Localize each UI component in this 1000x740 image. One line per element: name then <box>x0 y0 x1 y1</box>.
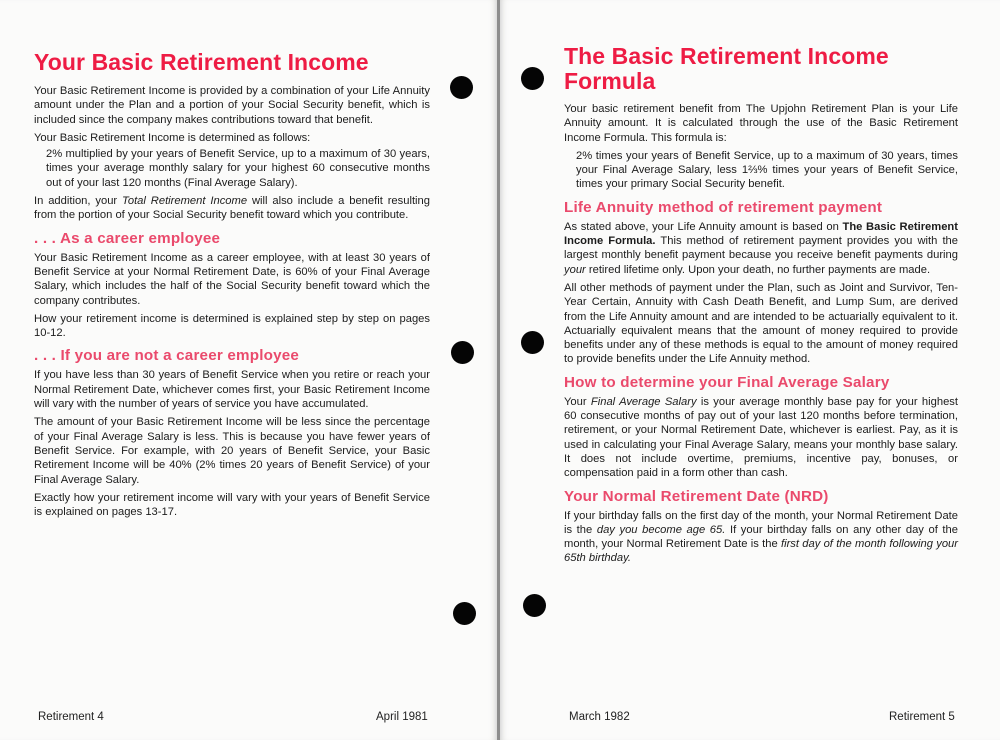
fas-emphasis: Final Average Salary <box>590 395 697 408</box>
intro-paragraph: Your Basic Retirement Income is provided by a combination of your Life Annuity amount under the Plan and a portion of your Social Security benefit, which is included since the company makes contributions toward that benefit. <box>34 85 430 126</box>
formula-name-bold: The Basic Retirement Income Formula. <box>564 220 958 248</box>
non-career-employee-heading: . . . If you are not a career employee <box>34 347 300 365</box>
binder-hole <box>521 67 544 90</box>
non-career-paragraph-1: If you have less than 30 years of Benefit Service when you retire or reach your Normal Retirement Date, whichever comes first, your Basic Retirement Income will vary with the number of years of service you have accumulated. <box>34 369 430 411</box>
life-p1-pre: As stated above, your Life Annuity amount is based on <box>564 220 843 233</box>
right-formula-paragraph: 2% times your years of Benefit Service, up to a maximum of 30 years, times your Final Average Salary, less 1⅔% times your years of Benefit Service, times your primary Social Security benefit. <box>576 149 958 191</box>
right-column <box>564 44 958 570</box>
life-annuity-heading: Life Annuity method of retirement payment <box>564 198 883 216</box>
right-title-line-1: The Basic Retirement Income <box>564 43 889 69</box>
life-p1-post: retired lifetime only. Upon your death, no further payments are made. <box>585 263 931 276</box>
formula-paragraph: 2% multiplied by your years of Benefit Service, up to a maximum of 30 years, times your average monthly salary for your highest 60 consecutive months out of your last 120 months (Final Average Salary). <box>46 148 430 189</box>
life-annuity-paragraph-2: All other methods of payment under the Plan, such as Joint and Survivor, Ten-Year Certain, Annuity with Cash Death Benefit, and Lump Sum, are derived from the Life Annuity amount and are intended to be actuarially equivalent to it. Actuarially equivalent means that the amount of money required to provide benefits under any of these methods is equal to the amount of money required to provide benefits under the Life Annuity method. <box>564 281 958 366</box>
normal-retirement-date-heading: Your Normal Retirement Date (NRD) <box>564 487 829 505</box>
nrd-emphasis-1: day you become age 65. <box>596 523 726 536</box>
addition-paragraph <box>34 194 430 223</box>
total-retirement-income-emphasis: Total Retirement Income <box>122 195 248 208</box>
binder-hole <box>451 341 474 364</box>
final-average-salary-paragraph <box>564 395 958 481</box>
binder-hole <box>523 594 546 617</box>
left-page-footer-label: Retirement 4 <box>38 711 104 723</box>
career-paragraph-2: How your retirement income is determined is explained step by step on pages 10-12. <box>34 312 430 340</box>
binder-hole <box>450 76 473 99</box>
addition-pre: In addition, your <box>34 195 123 208</box>
left-page-footer-date: April 1981 <box>376 711 428 723</box>
final-average-salary-heading: How to determine your Final Average Salary <box>564 373 890 391</box>
binder-hole <box>521 331 544 354</box>
binder-hole <box>453 602 476 625</box>
determined-lead: Your Basic Retirement Income is determined as follows: <box>34 131 311 144</box>
right-page-title <box>564 44 958 94</box>
right-intro-paragraph: Your basic retirement benefit from The Upjohn Retirement Plan is your Life Annuity amount. It is calculated through the use of the Basic Retirement Income Formula. This formula is: <box>564 103 958 144</box>
right-page <box>500 0 1000 740</box>
nrd-emphasis-2: first day of the month following your 65th birthday. <box>564 538 958 565</box>
career-employee-heading: . . . As a career employee <box>34 229 221 247</box>
left-page-title: Your Basic Retirement Income <box>34 49 369 75</box>
addition-post: will also include a benefit resulting from the portion of your Social Security benefit toward which you contribute. <box>34 195 430 222</box>
non-career-paragraph-2: The amount of your Basic Retirement Income will be less since the percentage of your Final Average Salary is less. This is because you have fewer years of Benefit Service. For example, with 20 years of Benefit Service, your Basic Retirement Income will be 40% (2% times 20 years of Benefit Service) of your Final Average Salary. <box>34 416 430 486</box>
right-page-footer-label: Retirement 5 <box>889 711 955 723</box>
life-annuity-paragraph-1 <box>564 220 958 277</box>
left-column <box>34 50 430 523</box>
your-emphasis: your <box>564 263 586 276</box>
right-page-footer-date: March 1982 <box>569 711 630 723</box>
nrd-mid: If your birthday falls on any other day of the month, your Normal Retirement Date is the <box>564 523 958 551</box>
non-career-paragraph-3: Exactly how your retirement income will vary with your years of Benefit Service is explained on pages 13-17. <box>34 491 430 519</box>
life-p1-mid: This method of retirement payment provides you with the largest monthly benefit payment because you receive benefit payments during <box>564 235 958 262</box>
normal-retirement-date-paragraph <box>564 509 958 566</box>
right-title-line-2: Formula <box>564 68 656 94</box>
career-paragraph-1: Your Basic Retirement Income as a career employee, with at least 30 years of Benefit Service at your Normal Retirement Date, is 60% of your Final Average Salary, which includes the half of the Social Security benefit toward which the company contributes. <box>34 251 430 307</box>
nrd-pre: If your birthday falls on the first day of the month, your Normal Retirement Date is the <box>564 509 958 536</box>
left-page <box>0 0 497 740</box>
fas-post: is your average monthly base pay for your highest 60 consecutive months of pay out of your last 120 months before termination, retirement, or your Normal Retirement Date, whichever is earliest. Pay, as it is used in calculating your Final Average Salary, means your monthly base salary. It does not include overtime, premiums, incentive pay, bonuses, or compensation paid in a form other than cash. <box>564 395 958 480</box>
fas-pre: Your <box>564 395 591 408</box>
